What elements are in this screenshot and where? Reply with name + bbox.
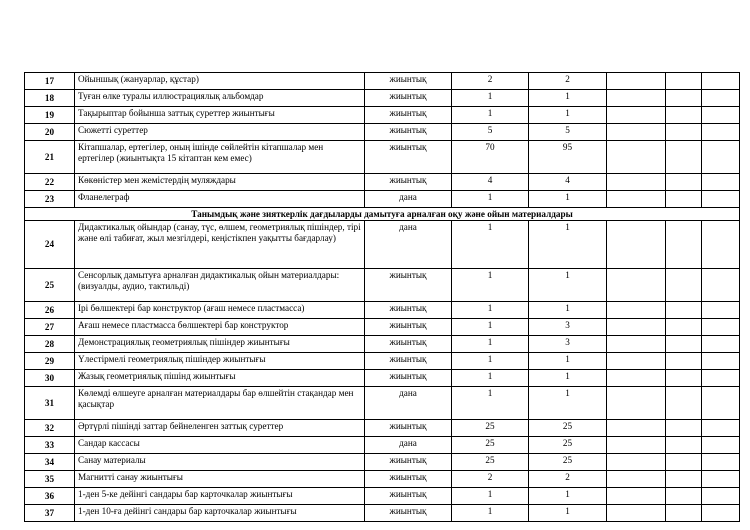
quantity-available: 1	[529, 191, 607, 208]
empty-cell	[607, 141, 666, 174]
empty-cell	[702, 370, 740, 387]
empty-cell	[666, 370, 702, 387]
empty-cell	[666, 302, 702, 319]
item-unit: жиынтық	[365, 353, 452, 370]
empty-cell	[607, 437, 666, 454]
item-unit: жиынтық	[365, 336, 452, 353]
quantity-available: 1	[529, 302, 607, 319]
empty-cell	[666, 73, 702, 90]
item-name: Көкөністер мен жемістердің муляждары	[75, 174, 365, 191]
item-unit: жиынтық	[365, 124, 452, 141]
section-title: Танымдық және зияткерлік дағдыларды дамытуға арналған оқу және ойын материалдары	[25, 208, 740, 221]
row-number: 21	[25, 141, 75, 174]
quantity-required: 70	[452, 141, 529, 174]
empty-cell	[607, 488, 666, 505]
item-name: Тақырыптар бойынша заттық суреттер жиынтығы	[75, 107, 365, 124]
quantity-available: 1	[529, 370, 607, 387]
item-name: Магнитті санау жиынтығы	[75, 471, 365, 488]
table-row	[25, 107, 740, 124]
quantity-available: 95	[529, 141, 607, 174]
empty-cell	[607, 471, 666, 488]
section-header-row	[25, 208, 740, 221]
item-unit: жиынтық	[365, 420, 452, 437]
empty-cell	[666, 454, 702, 471]
row-number: 33	[25, 437, 75, 454]
item-unit: дана	[365, 221, 452, 269]
quantity-available: 1	[529, 90, 607, 107]
row-number: 27	[25, 319, 75, 336]
row-number: 19	[25, 107, 75, 124]
empty-cell	[666, 437, 702, 454]
quantity-required: 1	[452, 191, 529, 208]
table-row	[25, 437, 740, 454]
empty-cell	[607, 420, 666, 437]
empty-cell	[607, 90, 666, 107]
empty-cell	[666, 420, 702, 437]
row-number: 25	[25, 269, 75, 302]
quantity-required: 25	[452, 454, 529, 471]
empty-cell	[607, 124, 666, 141]
quantity-required: 1	[452, 488, 529, 505]
empty-cell	[702, 107, 740, 124]
equipment-table	[24, 72, 740, 522]
quantity-available: 3	[529, 336, 607, 353]
quantity-required: 1	[452, 387, 529, 420]
row-number: 18	[25, 90, 75, 107]
row-number: 36	[25, 488, 75, 505]
empty-cell	[666, 505, 702, 522]
quantity-required: 4	[452, 174, 529, 191]
empty-cell	[702, 73, 740, 90]
table-row	[25, 505, 740, 522]
quantity-required: 5	[452, 124, 529, 141]
item-unit: жиынтық	[365, 302, 452, 319]
empty-cell	[666, 471, 702, 488]
item-name: Ірі бөлшектері бар конструктор (ағаш немесе пластмасса)	[75, 302, 365, 319]
empty-cell	[666, 387, 702, 420]
empty-cell	[607, 302, 666, 319]
quantity-required: 1	[452, 370, 529, 387]
empty-cell	[702, 420, 740, 437]
empty-cell	[702, 437, 740, 454]
item-name: Сюжетті суреттер	[75, 124, 365, 141]
quantity-required: 1	[452, 90, 529, 107]
item-name: Дидактикалық ойындар (санау, түс, өлшем, геометриялық пішіндер, тірі және өлі табиғат, жыл мезгілдері, кеңістікпен уақытты бағдарлау)	[75, 221, 365, 269]
empty-cell	[607, 353, 666, 370]
empty-cell	[666, 353, 702, 370]
table-row	[25, 191, 740, 208]
empty-cell	[607, 269, 666, 302]
item-name: Әртүрлі пішінді заттар бейнеленген заттық суреттер	[75, 420, 365, 437]
empty-cell	[666, 124, 702, 141]
quantity-available: 2	[529, 471, 607, 488]
item-unit: дана	[365, 437, 452, 454]
item-unit: жиынтық	[365, 107, 452, 124]
item-unit: жиынтық	[365, 454, 452, 471]
quantity-required: 1	[452, 302, 529, 319]
item-name: Жазық геометриялық пішінд жиынтығы	[75, 370, 365, 387]
empty-cell	[702, 505, 740, 522]
empty-cell	[702, 90, 740, 107]
empty-cell	[702, 454, 740, 471]
empty-cell	[702, 488, 740, 505]
row-number: 23	[25, 191, 75, 208]
quantity-available: 1	[529, 107, 607, 124]
empty-cell	[607, 221, 666, 269]
quantity-required: 25	[452, 420, 529, 437]
item-name: 1-ден 10-ға дейінгі сандары бар карточкалар жиынтығы	[75, 505, 365, 522]
quantity-required: 1	[452, 336, 529, 353]
row-number: 29	[25, 353, 75, 370]
empty-cell	[607, 319, 666, 336]
item-name: Санау материалы	[75, 454, 365, 471]
item-name: Кітапшалар, ертегілер, оның ішінде сөйлейтін кітапшалар мен ертегілер (жиынтықта 15 кітаптан кем емес)	[75, 141, 365, 174]
row-number: 20	[25, 124, 75, 141]
table-row	[25, 141, 740, 174]
table-row	[25, 353, 740, 370]
quantity-required: 1	[452, 269, 529, 302]
empty-cell	[702, 191, 740, 208]
row-number: 22	[25, 174, 75, 191]
item-name: Үлестірмелі геометриялық пішіндер жиынтығы	[75, 353, 365, 370]
row-number: 35	[25, 471, 75, 488]
empty-cell	[607, 107, 666, 124]
item-name: 1-ден 5-ке дейінгі сандары бар карточкалар жиынтығы	[75, 488, 365, 505]
empty-cell	[702, 269, 740, 302]
empty-cell	[702, 221, 740, 269]
table-body-bottom	[25, 221, 740, 522]
empty-cell	[666, 336, 702, 353]
empty-cell	[607, 73, 666, 90]
quantity-available: 2	[529, 73, 607, 90]
item-unit: дана	[365, 387, 452, 420]
quantity-available: 5	[529, 124, 607, 141]
table-row	[25, 319, 740, 336]
quantity-required: 1	[452, 107, 529, 124]
empty-cell	[666, 488, 702, 505]
table-row	[25, 221, 740, 269]
empty-cell	[702, 387, 740, 420]
quantity-required: 1	[452, 319, 529, 336]
item-unit: жиынтық	[365, 90, 452, 107]
table-row	[25, 370, 740, 387]
item-unit: жиынтық	[365, 370, 452, 387]
item-name: Сандар кассасы	[75, 437, 365, 454]
row-number: 28	[25, 336, 75, 353]
empty-cell	[702, 471, 740, 488]
item-name: Ағаш немесе пластмасса бөлшектері бар конструктор	[75, 319, 365, 336]
table-row	[25, 90, 740, 107]
item-name: Көлемді өлшеуге арналған материалдары бар өлшейтін стақандар мен қасықтар	[75, 387, 365, 420]
section-header-body	[25, 208, 740, 221]
item-unit: жиынтық	[365, 269, 452, 302]
table-row	[25, 124, 740, 141]
empty-cell	[607, 174, 666, 191]
empty-cell	[702, 174, 740, 191]
quantity-available: 1	[529, 221, 607, 269]
quantity-available: 4	[529, 174, 607, 191]
row-number: 17	[25, 73, 75, 90]
quantity-available: 25	[529, 420, 607, 437]
quantity-required: 2	[452, 471, 529, 488]
quantity-required: 1	[452, 505, 529, 522]
empty-cell	[607, 505, 666, 522]
empty-cell	[607, 454, 666, 471]
table-row	[25, 302, 740, 319]
empty-cell	[666, 269, 702, 302]
table-row	[25, 174, 740, 191]
quantity-available: 1	[529, 269, 607, 302]
quantity-required: 2	[452, 73, 529, 90]
item-unit: жиынтық	[365, 488, 452, 505]
empty-cell	[702, 124, 740, 141]
item-name: Сенсорлық дамытуға арналған дидактикалық ойын материалдары: (визуалды, аудио, тактильді)	[75, 269, 365, 302]
empty-cell	[666, 141, 702, 174]
row-number: 26	[25, 302, 75, 319]
empty-cell	[607, 191, 666, 208]
quantity-required: 1	[452, 353, 529, 370]
item-unit: жиынтық	[365, 174, 452, 191]
empty-cell	[702, 353, 740, 370]
table-row	[25, 387, 740, 420]
item-name: Ойыншық (жануарлар, құстар)	[75, 73, 365, 90]
table-row	[25, 269, 740, 302]
quantity-available: 1	[529, 353, 607, 370]
quantity-available: 25	[529, 454, 607, 471]
row-number: 31	[25, 387, 75, 420]
item-unit: жиынтық	[365, 73, 452, 90]
empty-cell	[702, 141, 740, 174]
table-row	[25, 454, 740, 471]
item-unit: жиынтық	[365, 471, 452, 488]
item-unit: жиынтық	[365, 319, 452, 336]
table-row	[25, 471, 740, 488]
table-row	[25, 488, 740, 505]
item-name: Туған өлке туралы иллюстрациялық альбомдар	[75, 90, 365, 107]
empty-cell	[607, 370, 666, 387]
item-name: Фланелеграф	[75, 191, 365, 208]
quantity-available: 1	[529, 488, 607, 505]
table-row	[25, 73, 740, 90]
table-row	[25, 420, 740, 437]
item-unit: дана	[365, 191, 452, 208]
table-row	[25, 336, 740, 353]
quantity-available: 1	[529, 505, 607, 522]
empty-cell	[666, 191, 702, 208]
empty-cell	[702, 319, 740, 336]
item-name: Демонстрациялық геометриялық пішіндер жиынтығы	[75, 336, 365, 353]
empty-cell	[666, 319, 702, 336]
empty-cell	[702, 336, 740, 353]
row-number: 32	[25, 420, 75, 437]
item-unit: жиынтық	[365, 505, 452, 522]
empty-cell	[666, 221, 702, 269]
empty-cell	[607, 387, 666, 420]
quantity-available: 3	[529, 319, 607, 336]
row-number: 30	[25, 370, 75, 387]
empty-cell	[702, 302, 740, 319]
empty-cell	[666, 107, 702, 124]
item-unit: жиынтық	[365, 141, 452, 174]
empty-cell	[607, 336, 666, 353]
quantity-available: 25	[529, 437, 607, 454]
quantity-required: 25	[452, 437, 529, 454]
table-body-top	[25, 73, 740, 208]
quantity-required: 1	[452, 221, 529, 269]
row-number: 24	[25, 221, 75, 269]
quantity-available: 1	[529, 387, 607, 420]
row-number: 37	[25, 505, 75, 522]
row-number: 34	[25, 454, 75, 471]
empty-cell	[666, 174, 702, 191]
empty-cell	[666, 90, 702, 107]
